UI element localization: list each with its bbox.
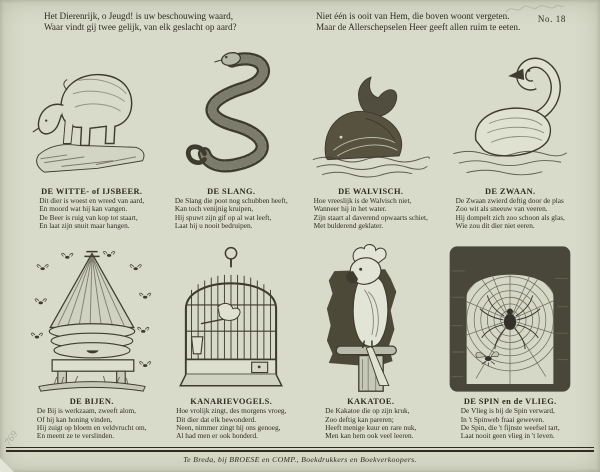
header-left-couplet [44,11,302,33]
pencil-number-note: 769 [2,429,21,448]
spiderweb-illustration [444,244,576,394]
verse-line: Dit dier is woest en wreed van aard, [39,196,145,205]
verse-line: Hoe vreeslijk is de Walvisch niet, [313,196,412,205]
swan-illustration [447,44,573,184]
figure-canaries [162,240,302,443]
verse-line: En laat zijn snuit maar hangen. [39,221,130,231]
birdcage-illustration [169,244,293,394]
caption-verse [37,407,147,441]
verse-line: Hij spuwt zijn gif op al wat leeft, [174,212,272,222]
figure-image [447,34,573,184]
beehive-illustration [25,244,159,394]
caption-title: DE WALVISCH. [338,187,404,196]
verse-line: Wie zou dit dier niet eeren. [455,221,535,231]
caption-title: DE BIJEN. [69,397,114,407]
header-line: Niet één is ooit van Hem, die boven woont vergeten. [316,11,510,21]
sheet-number: No. 18 [537,14,566,24]
figure-row-1 [0,34,600,233]
publisher-imprint: Te Breda, bij BROESE en COMP., Boekdrukkers en Boekverkoopers. [183,455,417,465]
verse-line: In 't Spinweb fraai geweven. [460,414,545,424]
verse-line: Heeft menige kuur en rare nuk, [325,423,417,433]
caption-title: DE SLANG. [207,187,256,196]
caption-verse [456,197,565,231]
verse-line: Kan toch venijnig kruipen, [174,204,254,214]
figure-bees [22,240,162,443]
verse-line: Laat nooit geen vlieg in 't leven. [460,431,555,441]
verse-line: Met bulderend geklater. [313,221,384,231]
cockatoo-illustration [310,242,432,394]
pencil-inscription-mark [504,2,566,16]
verse-line: Laat hij u nooit bedruipen. [174,221,253,231]
verse-line: Hij zuigt op bloem en veldvrucht om, [36,423,147,433]
caption-verse [176,407,286,441]
figure-caption [325,397,416,443]
caption-title: KANARIEVOGELS. [190,397,273,407]
caption-title: DE ZWAAN. [484,187,536,196]
verse-line: De Kakatoe die op zijn kruk, [325,406,410,416]
figure-whale [301,34,441,233]
verse-line: Zoo wit als sneeuw van veeren. [455,204,548,214]
verse-line: De Vlieg is bij de Spin verward, [460,406,555,416]
print-body [0,34,600,443]
figure-caption [37,397,147,443]
figure-caption [314,187,428,233]
caption-verse [461,407,560,441]
figure-snake [162,34,302,233]
verse-line: De Spin, die 't fijnste weefsel tart, [460,423,560,433]
caption-title: KAKATOE. [347,397,395,407]
caption-verse [39,197,144,231]
verse-line: De Slang die poot nog schubben heeft, [174,196,288,205]
verse-line: Zoo deftig kan pareren; [325,414,394,424]
figure-image [175,34,287,184]
figure-caption [175,187,288,233]
verse-line: Hoe vrolijk zingt, des morgens vroeg, [176,406,287,416]
verse-line: Wanneer hij in het water. [313,204,387,214]
caption-verse [175,197,288,231]
figure-caption [39,187,144,233]
verse-line: De Beer is ruig van kop tot staart, [39,212,138,222]
figure-polar-bear [22,34,162,233]
figure-caption [176,397,286,443]
figure-image [169,240,293,394]
snake-illustration [175,42,287,184]
figure-swan [441,34,581,233]
caption-title: DE WITTE- of IJSBEER. [41,187,143,196]
whale-illustration [308,64,434,184]
figure-cockatoo [301,240,441,443]
figure-caption [456,187,565,233]
verse-line: Of hij kan honing vinden, [36,414,113,424]
verse-line: De Bij is werkzaam, zweeft alom, [36,406,136,416]
verse-line: Men kan hem ook veel leeren. [325,431,414,441]
caption-verse [325,407,416,441]
double-rule-divider [6,447,594,452]
header-line: Maar de Allerschepselen Heer geeft allen ruim te eeten. [316,22,521,32]
page-corner-flaw [0,458,14,472]
verse-line: Zijn staart al daverend opwaarts schiet, [313,212,428,222]
verse-line: En meent ze te verslinden. [36,431,115,441]
polar-bear-illustration [29,40,155,184]
verse-line: Neen, nimmer zingt hij ons genoeg, [176,423,281,433]
header-line: Waar vindt gij twee gelijk, van elk geslacht op aard? [44,22,237,32]
verse-line: Al had men er ook honderd. [176,431,258,441]
verse-line: En moord wat hij kan vangen. [39,204,128,214]
caption-verse [314,197,428,231]
figure-caption [461,397,560,443]
figure-row-2 [0,240,600,443]
figure-image [308,34,434,184]
header-right-couplet [316,11,520,33]
caption-title: DE SPIN en de VLIEG. [463,397,557,407]
verse-line: Hij dompelt zich zoo schoon als glas, [455,212,565,222]
figure-spider-and-fly [441,240,581,443]
figure-image [29,34,155,184]
verse-line: Dit dier dat elk bewonderd. [176,414,257,424]
verse-line: De Zwaan zwierd deftig door de plas [455,196,564,205]
header-line: Het Dierenrijk, o Jeugd! is uw beschouwing waard, [44,11,234,21]
figure-image [444,240,576,394]
figure-image [310,240,432,394]
figure-image [25,240,159,394]
